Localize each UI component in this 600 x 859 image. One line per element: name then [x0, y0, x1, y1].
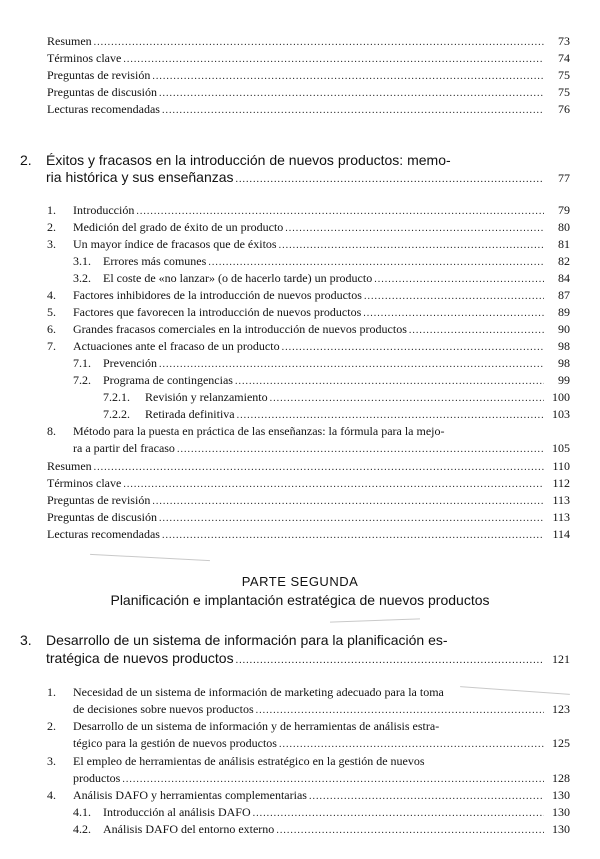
leader-dots: [374, 272, 544, 287]
leader-dots: [285, 221, 544, 236]
leader-dots: [270, 391, 544, 406]
page-number: 130: [552, 788, 570, 802]
toc-entry-terminos-clave[interactable]: Términos clave ..... 112: [47, 476, 570, 492]
page-number: 90: [558, 322, 570, 336]
page-number: 80: [558, 220, 570, 234]
page-number: 73: [558, 34, 570, 48]
page-number: 125: [552, 736, 570, 750]
leader-dots: [237, 408, 544, 423]
leader-dots: [123, 52, 544, 67]
page-number: 113: [552, 493, 570, 507]
page-number: 74: [558, 51, 570, 65]
chapter-3-title[interactable]: 3. Desarrollo de un sistema de información para la planificación es-: [20, 632, 448, 648]
leader-dots: [208, 255, 544, 270]
toc-entry-preguntas-revision[interactable]: Preguntas de revisión ..... 75: [47, 68, 570, 84]
chapter-3-title-cont[interactable]: tratégica de nuevos productos ..... 121: [46, 649, 570, 670]
page-number: 103: [552, 407, 570, 421]
page-number: 82: [558, 254, 570, 268]
toc-entry-preguntas-discusion[interactable]: Preguntas de discusión ..... 75: [47, 85, 570, 101]
page-number: 87: [558, 288, 570, 302]
page-number: 113: [552, 510, 570, 524]
page-number: 75: [558, 85, 570, 99]
leader-dots: [279, 238, 544, 253]
leader-dots: [276, 823, 544, 838]
part-title: Planificación e implantación estratégica de nuevos productos: [110, 592, 490, 608]
part-kicker: PARTE SEGUNDA: [241, 574, 359, 589]
toc-entry-4-1[interactable]: 4.1. Introducción al análisis DAFO ..... 130: [47, 805, 570, 821]
page-number: 98: [558, 356, 570, 370]
toc-entry-terminos-clave[interactable]: Términos clave ..... 74: [47, 51, 570, 67]
toc-entry[interactable]: 1. Introducción ..... 79: [47, 203, 570, 219]
toc-entry-2-cont[interactable]: tégico para la gestión de nuevos productos ..... 125: [73, 736, 570, 752]
toc-entry-2[interactable]: 2. Desarrollo de un sistema de información y de herramientas de análisis estra-: [47, 719, 440, 733]
toc-entry[interactable]: 4. Factores inhibidores de la introducción de nuevos productos ..... 87: [47, 288, 570, 304]
toc-entry-1[interactable]: 1. Necesidad de un sistema de información de marketing adecuado para la toma: [47, 685, 444, 699]
leader-dots: [122, 772, 544, 787]
toc-entry-1-cont[interactable]: de decisiones sobre nuevos productos ..... 123: [73, 702, 570, 718]
leader-dots: [309, 789, 544, 804]
toc-entry-resumen[interactable]: Resumen ..... 110: [47, 459, 570, 475]
toc-entry-8-cont[interactable]: ra a partir del fracaso ..... 105: [73, 441, 570, 457]
leader-dots: [236, 652, 544, 670]
page-number: 130: [552, 805, 570, 819]
leader-dots: [162, 528, 544, 543]
toc-entry-8[interactable]: 8. Método para la puesta en práctica de las enseñanzas: la fórmula para la mejo-: [47, 424, 445, 438]
toc-entry[interactable]: 7.1. Prevención ..... 98: [47, 356, 570, 372]
page-number: 99: [558, 373, 570, 387]
toc-entry-3-cont[interactable]: productos ..... 128: [73, 771, 570, 787]
page-number: 128: [552, 771, 570, 785]
toc-entry[interactable]: 6. Grandes fracasos comerciales en la introducción de nuevos productos ..... 90: [47, 322, 570, 338]
toc-entry[interactable]: 7.2.2. Retirada definitiva ..... 103: [47, 407, 570, 423]
toc-entry[interactable]: 7. Actuaciones ante el fracaso de un producto ..... 98: [47, 339, 570, 355]
toc-entry-4[interactable]: 4. Análisis DAFO y herramientas complementarias ..... 130: [47, 788, 570, 804]
page-number: 98: [558, 339, 570, 353]
page-number: 112: [552, 476, 570, 490]
leader-dots: [162, 103, 544, 118]
leader-dots: [159, 511, 544, 526]
toc-entry-3[interactable]: 3. El empleo de herramientas de análisis estratégico en la gestión de nuevos: [47, 754, 425, 768]
toc-entry-preguntas-discusion[interactable]: Preguntas de discusión ..... 113: [47, 510, 570, 526]
page-number: 123: [552, 702, 570, 716]
page-number: 110: [552, 459, 570, 473]
toc-entry[interactable]: 2. Medición del grado de éxito de un producto ..... 80: [47, 220, 570, 236]
toc-entry-4-2[interactable]: 4.2. Análisis DAFO del entorno externo ..... 130: [47, 822, 570, 838]
page-number: 100: [552, 390, 570, 404]
leader-dots: [136, 204, 544, 219]
leader-dots: [282, 340, 544, 355]
scan-smudge: [90, 554, 210, 561]
chapter-2-title[interactable]: 2. Éxitos y fracasos en la introducción de nuevos productos: memo-: [20, 152, 451, 168]
toc-entry[interactable]: 3. Un mayor índice de fracasos que de éxitos ..... 81: [47, 237, 570, 253]
page-number: 89: [558, 305, 570, 319]
page-number: 121: [552, 652, 570, 666]
leader-dots: [409, 323, 544, 338]
page-number: 84: [558, 271, 570, 285]
leader-dots: [159, 86, 544, 101]
toc-entry[interactable]: 7.2. Programa de contingencias ..... 99: [47, 373, 570, 389]
leader-dots: [235, 374, 544, 389]
leader-dots: [177, 442, 544, 457]
page-number: 79: [558, 203, 570, 217]
leader-dots: [123, 477, 544, 492]
leader-dots: [152, 69, 544, 84]
page-number: 75: [558, 68, 570, 82]
page-number: 77: [558, 171, 570, 185]
toc-entry[interactable]: 3.2. El coste de «no lanzar» (o de hacerlo tarde) un producto ..... 84: [47, 271, 570, 287]
page-number: 105: [552, 441, 570, 455]
leader-dots: [253, 806, 544, 821]
toc-entry[interactable]: 5. Factores que favorecen la introducción de nuevos productos ..... 89: [47, 305, 570, 321]
page-number: 130: [552, 822, 570, 836]
leader-dots: [152, 494, 544, 509]
leader-dots: [236, 171, 544, 189]
page-number: 114: [552, 527, 570, 541]
leader-dots: [94, 460, 544, 475]
leader-dots: [159, 357, 544, 372]
page-number: 81: [558, 237, 570, 251]
toc-entry-lecturas[interactable]: Lecturas recomendadas ..... 114: [47, 527, 570, 543]
toc-entry-lecturas[interactable]: Lecturas recomendadas ..... 76: [47, 102, 570, 118]
chapter-2-title-cont[interactable]: ria histórica y sus enseñanzas ..... 77: [46, 168, 570, 189]
leader-dots: [94, 35, 544, 50]
toc-entry-resumen[interactable]: Resumen ..... 73: [47, 34, 570, 50]
toc-entry[interactable]: 3.1. Errores más comunes ..... 82: [47, 254, 570, 270]
scan-smudge: [330, 618, 420, 622]
page-number: 76: [558, 102, 570, 116]
toc-entry[interactable]: 7.2.1. Revisión y relanzamiento ..... 100: [47, 390, 570, 406]
leader-dots: [364, 289, 544, 304]
leader-dots: [279, 737, 544, 752]
leader-dots: [256, 703, 544, 718]
toc-entry-preguntas-revision[interactable]: Preguntas de revisión ..... 113: [47, 493, 570, 509]
leader-dots: [363, 306, 544, 321]
